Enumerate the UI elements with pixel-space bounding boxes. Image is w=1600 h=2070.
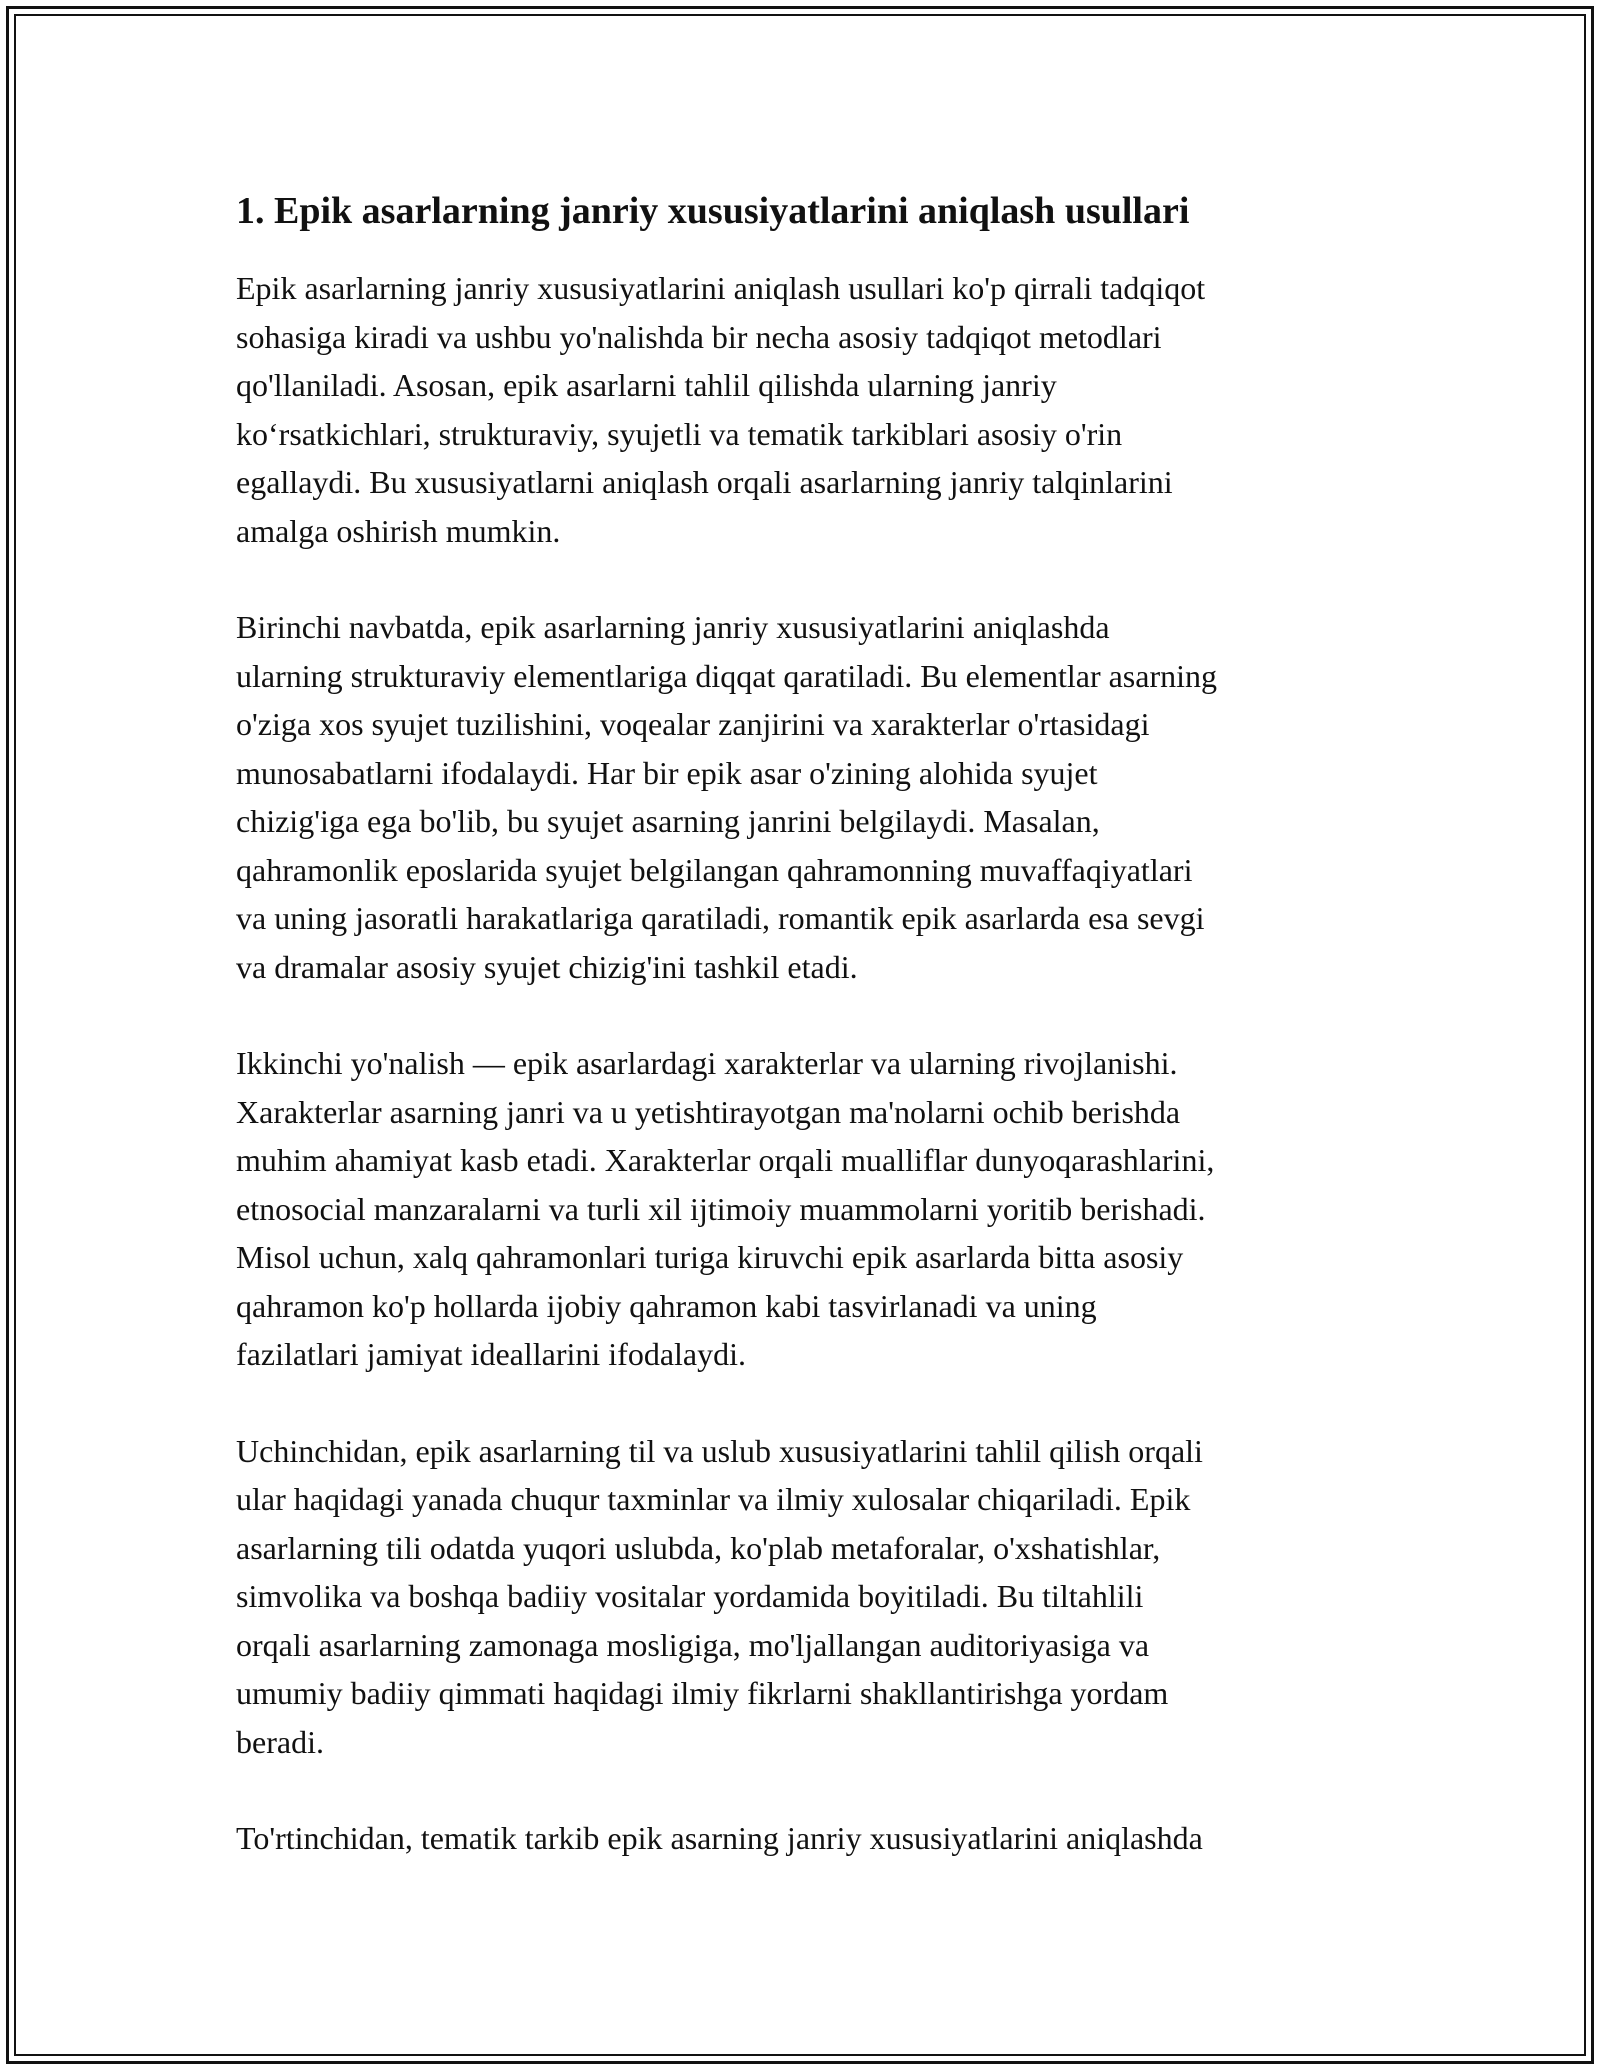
document-body	[236, 186, 1386, 1911]
paragraph-fourth-point: To'rtinchidan, tematik tarkib epik asarning janriy xususiyatlarini aniqlashda	[236, 1820, 1203, 1856]
paragraph-third-point: Uchinchidan, epik asarlarning til va uslub xususiyatlarini tahlil qilish orqali ular haqidagi yanada chuqur taxminlar va ilmiy xulosalar chiqariladi. Epik asarlarning tili odatda yuqori uslubda, ko'plab metaforalar, o'xshatishlar, simvolika va boshqa badiiy vositalar yordamida boyitiladi. Bu tiltahlili orqali asarlarning zamonaga mosligiga, mo'ljallangan auditoriyasiga va umumiy badiiy qimmati haqidagi ilmiy fikrlarni shakllantirishga yordam beradi.	[236, 1432, 1203, 1760]
paragraph-first-point: Birinchi navbatda, epik asarlarning janriy xususiyatlarini aniqlashda ularning strukturaviy elementlariga diqqat qaratiladi. Bu elementlar asarning o'ziga xos syujet tuzilishini, voqealar zanjirini va xarakterlar o'rtasidagi munosabatlarni ifodalaydi. Har bir epik asar o'zining alohida syujet chizig'iga ega bo'lib, bu syujet asarning janrini belgilaydi. Masalan, qahramonlik eposlarida syujet belgilangan qahramonning muvaffaqiyatlari va uning jasoratli harakatlariga qaratiladi, romantik epik asarlarda esa sevgi va dramalar asosiy syujet chizig'ini tashkil etadi.	[236, 609, 1217, 985]
paragraph-intro: Epik asarlarning janriy xususiyatlarini aniqlash usullari ko'p qirrali tadqiqot sohasiga kiradi va ushbu yo'nalishda bir necha asosiy tadqiqot metodlari qo'llaniladi. Asosan, epik asarlarni tahlil qilishda ularning janriy ko‘rsatkichlari, strukturaviy, syujetli va tematik tarkiblari asosiy o'rin egallaydi. Bu xususiyatlarni aniqlash orqali asarlarning janriy talqinlarini amalga oshirish mumkin.	[236, 270, 1206, 549]
paragraph-second-point: Ikkinchi yo'nalish — epik asarlardagi xarakterlar va ularning rivojlanishi. Xarakterlar asarning janri va u yetishtirayotgan ma'nolarni ochib berishda muhim ahamiyat kasb etadi. Xarakterlar orqali mualliflar dunyoqarashlarini, etnosocial manzaralarni va turli xil ijtimoiy muammolarni yoritib berishadi. Misol uchun, xalq qahramonlari turiga kiruvchi epik asarlarda bitta asosiy qahramon ko'p hollarda ijobiy qahramon kabi tasvirlanadi va uning fazilatlari jamiyat ideallarini ifodalaydi.	[236, 1045, 1215, 1372]
section-heading: 1. Epik asarlarning janriy xususiyatlarini aniqlash usullari	[236, 190, 1190, 232]
